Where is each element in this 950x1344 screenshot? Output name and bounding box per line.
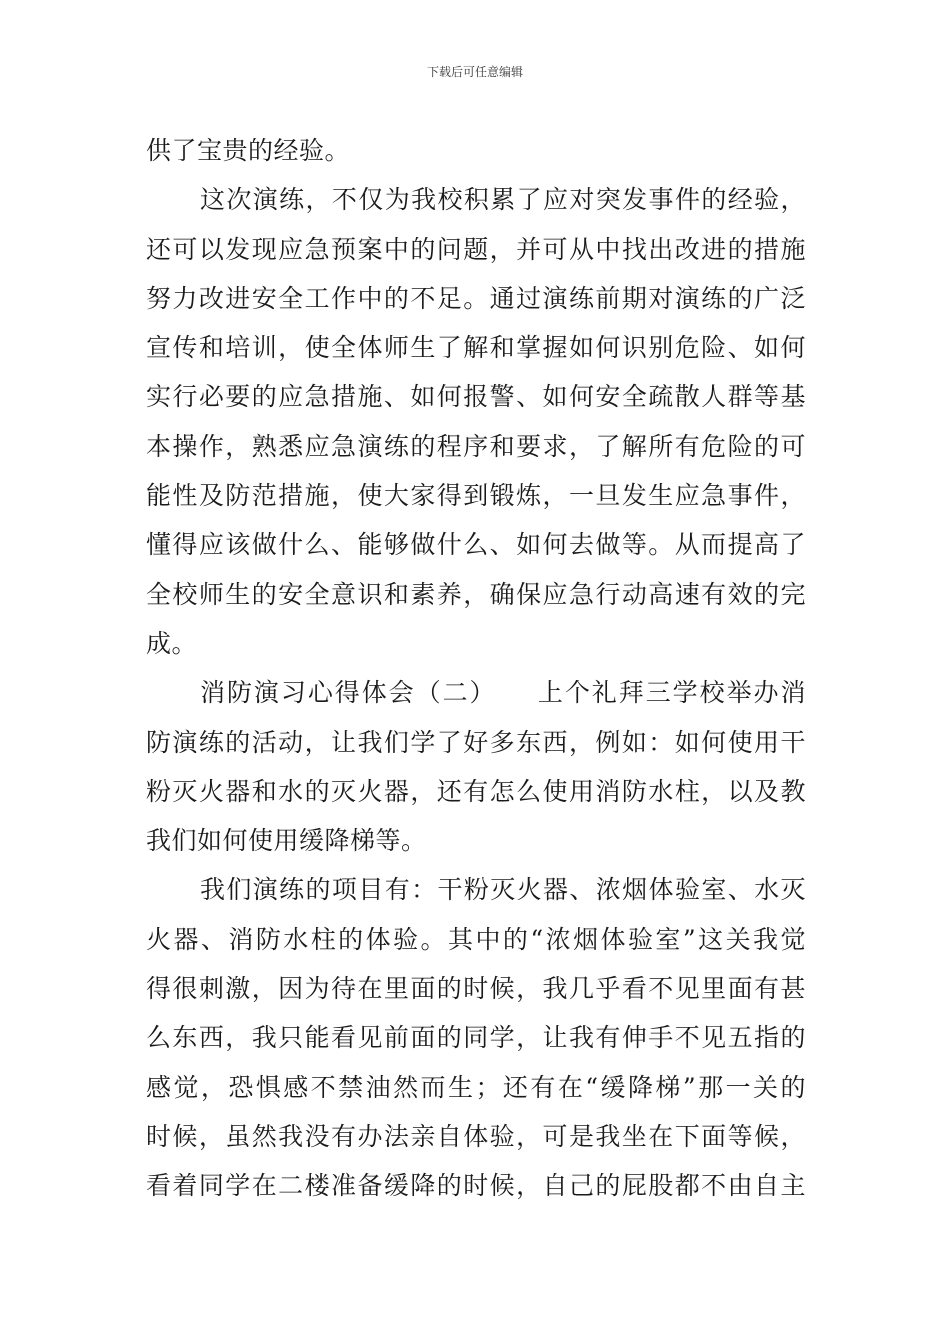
text-line: 实行必要的应急措施、如何报警、如何安全疏散人群等基 (146, 382, 806, 412)
text-line: 宣传和培训，使全体师生了解和掌握如何识别危险、如何 (146, 333, 806, 363)
document-body (146, 126, 806, 1211)
text-line: 供了宝贵的经验。 (146, 136, 351, 165)
text-line: 看着同学在二楼准备缓降的时候，自己的屁股都不由自主 (146, 1171, 806, 1201)
text-line: 时候，虽然我没有办法亲自体验，可是我坐在下面等候， (146, 1121, 806, 1151)
text-line: 得很刺激，因为待在里面的时候，我几乎看不见里面有甚 (146, 974, 806, 1004)
section-heading-line: 消防演习心得体会（二） 上个礼拜三学校举办消 (200, 678, 806, 708)
text-line: 防演练的活动，让我们学了好多东西，例如：如何使用干 (146, 727, 806, 757)
paragraph-first-line: 这次演练，不仅为我校积累了应对突发事件的经验， (200, 185, 806, 215)
text-line: 能性及防范措施，使大家得到锻炼，一旦发生应急事件， (146, 481, 806, 511)
text-line: 么东西，我只能看见前面的同学，让我有伸手不见五指的 (146, 1023, 806, 1053)
text-line: 还可以发现应急预案中的问题，并可从中找出改进的措施 (146, 234, 806, 264)
text-line: 努力改进安全工作中的不足。通过演练前期对演练的广泛 (146, 283, 806, 313)
paragraph-first-line: 我们演练的项目有：干粉灭火器、浓烟体验室、水灭 (200, 875, 806, 905)
text-line: 成。 (146, 628, 198, 658)
text-line: 感觉，恐惧感不禁油然而生；还有在“缓降梯”那一关的 (146, 1072, 806, 1102)
text-line: 全校师生的安全意识和素养，确保应急行动高速有效的完 (146, 579, 806, 609)
text-line: 懂得应该做什么、能够做什么、如何去做等。从而提高了 (146, 530, 806, 560)
text-line: 我们如何使用缓降梯等。 (146, 826, 427, 856)
text-line: 火器、消防水柱的体验。其中的“浓烟体验室”这关我觉 (146, 924, 806, 954)
text-line: 本操作，熟悉应急演练的程序和要求，了解所有危险的可 (146, 431, 806, 461)
text-line: 粉灭火器和水的灭火器，还有怎么使用消防水柱，以及教 (146, 776, 806, 806)
page-header: 下载后可任意编辑 (426, 65, 523, 79)
